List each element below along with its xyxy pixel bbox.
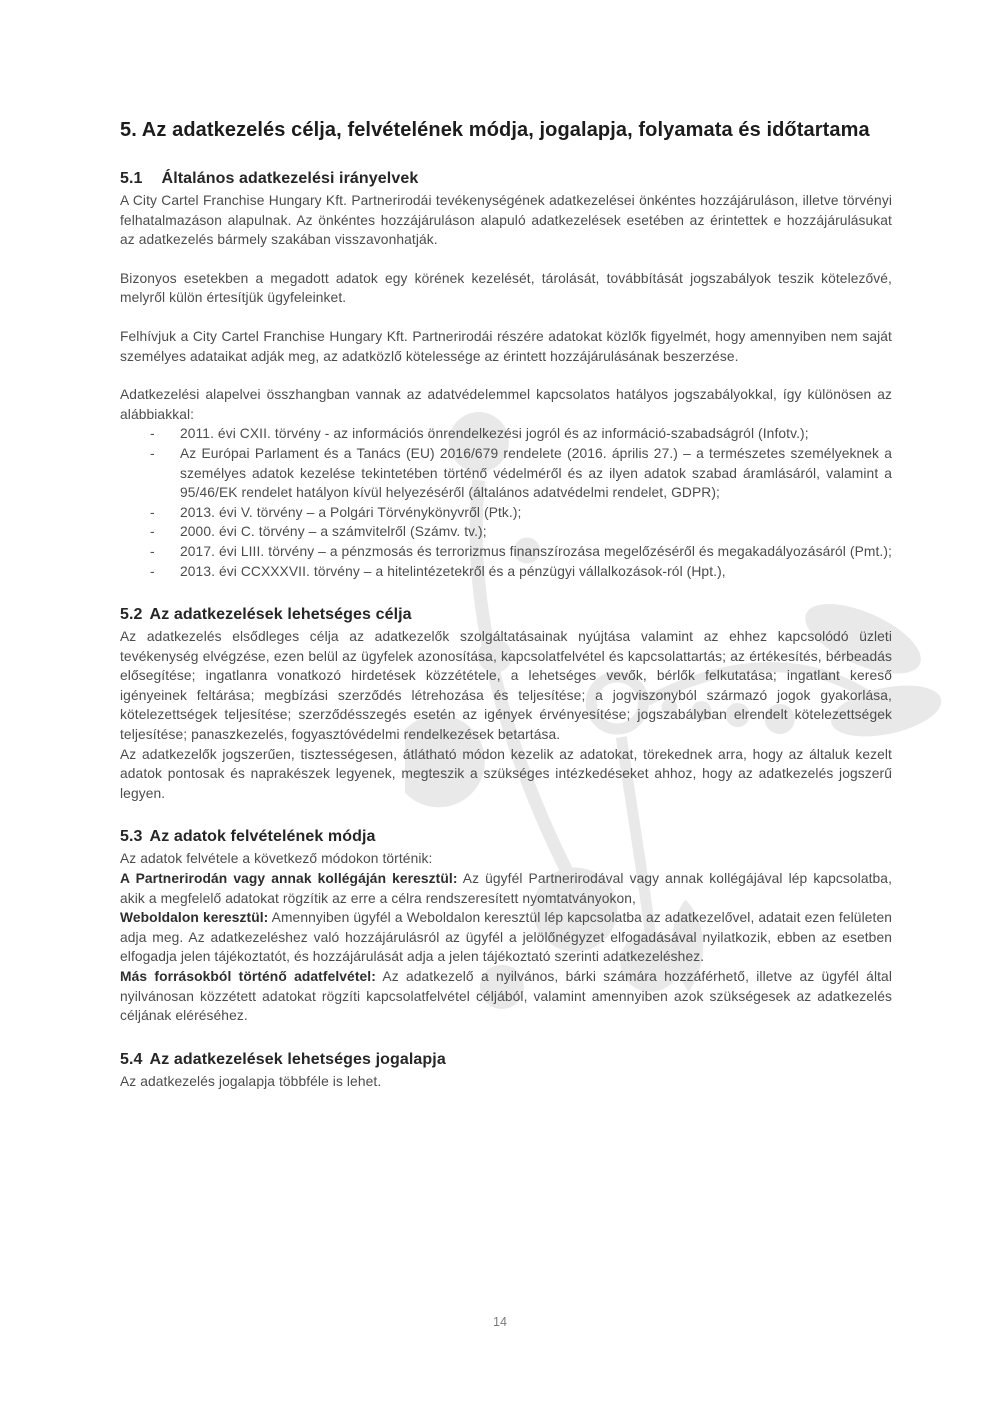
page-number: 14 (493, 1315, 507, 1329)
section-5-2-title: Az adatkezelések lehetséges célja (149, 606, 412, 624)
section-5-2-heading (120, 606, 892, 624)
section-5-4-number: 5.4 (120, 1050, 143, 1068)
bullet-marker: - (150, 504, 155, 520)
method-office-lead: A Partnerirodán vagy annak kollégáján keresztül: (120, 871, 458, 887)
bullet-marker: - (150, 524, 155, 540)
laws-list (120, 424, 892, 581)
method-office-text: Az ügyfél Partnerirodával vagy annak kollégájával lép kapcsolatba, akik a megfelelő adatokat rögzítik az erre a célra rendszeresített nyomtatványokon, (120, 871, 893, 906)
section-5-3-title: Az adatok felvételének módja (149, 828, 376, 846)
section-5-1-heading (120, 170, 892, 188)
paragraph-5-1-b: Bizonyos esetekben a megadott adatok egy körének kezelését, tárolását, továbbítását jogszabályok teszik kötelezővé, melyről külön értesítjük ügyfeleinket. (120, 270, 892, 306)
section-5-1-title: Általános adatkezelési irányelvek (161, 170, 419, 187)
section-5-4-heading (120, 1051, 892, 1069)
list-item (150, 444, 892, 503)
page-title: 5. Az adatkezelés célja, felvételének módja, jogalapja, folyamata és időtartama (120, 119, 870, 141)
paragraph-5-1-a: A City Cartel Franchise Hungary Kft. Partnerirodái tevékenységének adatkezelései önkéntes hozzájáruláson, illetve törvényi felhatalmazáson alapulnak. Az önkéntes hozzájáruláson alapuló adatkezelések esetében az érintettek e hozzájárulásukat az adatkezelés bármely szakában visszavonhatják. (120, 193, 892, 248)
list-item (150, 424, 892, 444)
bullet-marker: - (150, 445, 155, 461)
list-item-text: 2011. évi CXII. törvény - az információs önrendelkezési jogról és az információ-szabadságról (Infotv.); (180, 426, 809, 442)
method-web-lead: Weboldalon keresztül: (120, 910, 269, 926)
list-item-text: 2013. évi CCXXXVII. törvény – a hitelintézetekről és a pénzügyi vállalkozások-ról (Hpt.), (180, 563, 726, 579)
list-item-text: 2000. évi C. törvény – a számvitelről (Számv. tv.); (180, 524, 487, 540)
paragraph-5-3-method-office (120, 869, 892, 908)
list-item (150, 542, 892, 562)
section-5-3-heading (120, 828, 892, 846)
bullet-marker: - (150, 563, 155, 579)
section-5-4-title: Az adatkezelések lehetséges jogalapja (149, 1050, 446, 1068)
list-item (150, 503, 892, 523)
paragraph-5-3-method-web (120, 908, 892, 967)
list-item (150, 522, 892, 542)
paragraph-5-2-a: Az adatkezelés elsődleges célja az adatkezelők szolgáltatásainak nyújtása valamint az ehhez kapcsolódó üzleti tevékenység elvégzése, ezen belül az ügyfelek azonosítása, kapcsolatfelvétel és kapcsolattartás; az értékesítés, bérbeadás elősegítése; ingatlanra vonatkozó hirdetések közzététele, a lehetséges vevők, bérlők felkutatása; ingatlant kereső igényeinek feltárása; megbízási szerződés létrehozása és teljesítése; a jogviszonyból származó jogok gyakorlása, kötelezettségek teljesítése; szerződésszegés esetén az igények érvényesítése; jogszabályban elrendelt kötelezettségek teljesítése; panaszkezelés, fogyasztóvédelmi rendelkezések betartása. (120, 629, 892, 743)
paragraph-5-1-c: Felhívjuk a City Cartel Franchise Hungary Kft. Partnerirodái részére adatokat közlők figyelmét, hogy amennyiben nem saját személyes adataikat adják meg, az adatközlő kötelessége az érintett hozzájárulásának beszerzése. (120, 328, 892, 364)
section-5-3-number: 5.3 (120, 828, 143, 846)
list-item-text: Az Európai Parlament és a Tanács (EU) 2016/679 rendelete (2016. április 27.) – a természetes személyeknek a személyes adatok kezelése tekintetében történő védelméről és az ilyen adatok szabad áramlásáról, valamint a 95/46/EK rendelet hatályon kívül helyezéséről (általános adatvédelmi rendelet, GDPR); (180, 445, 892, 501)
list-item (150, 562, 892, 582)
section-5-2-number: 5.2 (120, 606, 143, 624)
paragraph-5-4-a: Az adatkezelés jogalapja többféle is lehet. (120, 1073, 382, 1089)
method-web-text: Amennyiben ügyfél a Weboldalon keresztül lép kapcsolatba az adatkezelővel, adatait ezen felületen adja meg. Az adatkezeléshez való hozzájárulásról az ügyfél a jelölőnégyzet elfogadásával nyilatkozik, ebben az esetben elfogadja jelen tájékoztatót, és hozzájárulását adja a jelen tájékoztató szerinti adatkezeléshez. (120, 910, 892, 965)
list-item-text: 2013. évi V. törvény – a Polgári Törvénykönyvről (Ptk.); (180, 504, 522, 520)
section-5-1-number: 5.1 (120, 170, 143, 187)
paragraph-5-3-method-other (120, 967, 892, 1026)
method-other-lead: Más forrásokból történő adatfelvétel: (120, 969, 376, 984)
paragraph-5-3-intro: Az adatok felvétele a következő módokon történik: (120, 851, 433, 867)
method-other-text: Az adatkezelő a nyilvános, bárki számára hozzáférhető, illetve az ügyfél által nyilvánosan közzétett adatokat rögzíti kapcsolatfelvétel céljából, valamint amennyiben azok szükségesek az adatkezelés céljának eléréséhez. (120, 969, 892, 1024)
list-item-text: 2017. évi LIII. törvény – a pénzmosás és terrorizmus finanszírozása megelőzéséről és megakadályozásáról (Pmt.); (180, 543, 892, 559)
paragraph-5-1-d: Adatkezelési alapelvei összhangban vannak az adatvédelemmel kapcsolatos hatályos jogszabályokkal, így különösen az alábbiakkal: (120, 387, 892, 422)
bullet-marker: - (150, 543, 155, 559)
paragraph-5-2-b: Az adatkezelők jogszerűen, tisztességesen, átlátható módon kezelik az adatokat, törekednek arra, hogy az általuk kezelt adatok pontosak és naprakészek legyenek, megteszik a szükséges intézkedéseket ahhoz, hogy az adatkezelés jogszerű legyen. (120, 746, 892, 801)
bullet-marker: - (150, 426, 155, 442)
